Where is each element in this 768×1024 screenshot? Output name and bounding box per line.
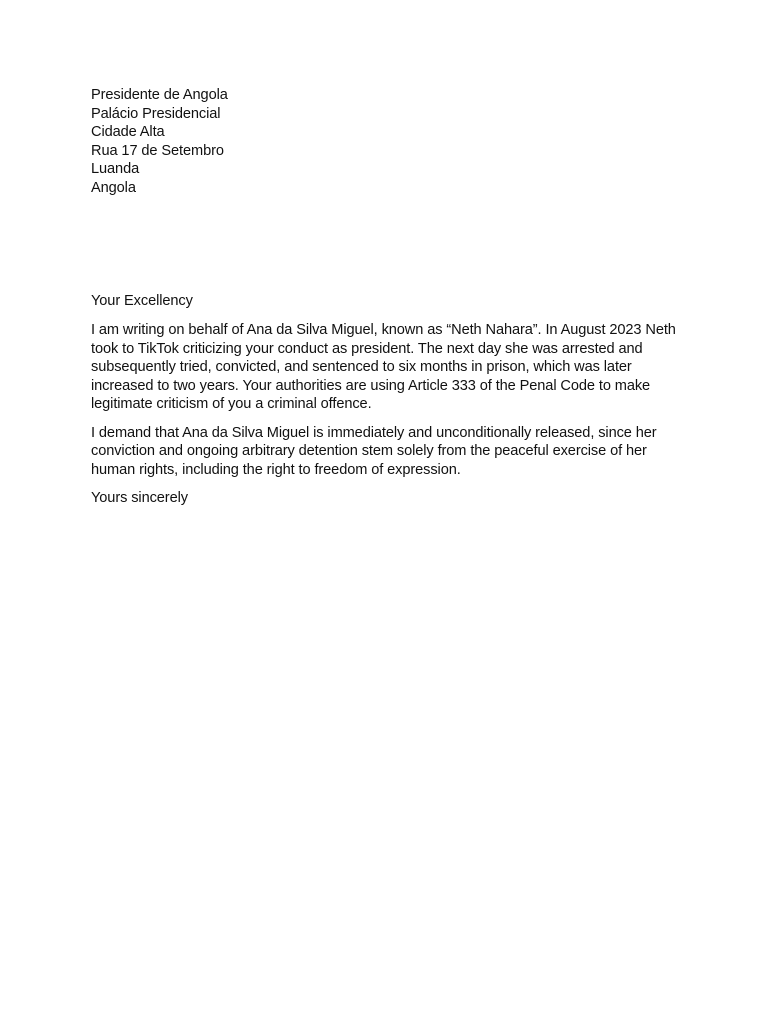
address-line: Luanda: [91, 161, 140, 177]
recipient-address: [91, 86, 681, 197]
salutation: Your Excellency: [91, 293, 193, 309]
body-paragraph: I demand that Ana da Silva Miguel is immediately and unconditionally released, since her conviction and ongoing arbitrary detention stem solely from the peaceful exercise of her human rights, including the right to freedom of expression.: [91, 424, 657, 478]
address-line: Angola: [91, 179, 136, 196]
closing: Yours sincerely: [91, 490, 188, 506]
address-line: Cidade Alta: [91, 124, 165, 140]
address-line: Rua 17 de Setembro: [91, 142, 224, 159]
letter-body: [91, 321, 681, 508]
body-paragraph: I am writing on behalf of Ana da Silva Miguel, known as “Neth Nahara”. In August 2023 Neth took to TikTok criticizing your conduct as president. The next day she was arrested and subsequently tried, convicted, and sentenced to six months in prison, which was later increased to two years. Your authorities are using Article 333 of the Penal Code to make legitimate criticism of you a criminal offence.: [91, 322, 676, 412]
address-line: Palácio Presidencial: [91, 105, 221, 122]
letter: [91, 86, 681, 506]
address-line: Presidente de Angola: [91, 87, 228, 103]
